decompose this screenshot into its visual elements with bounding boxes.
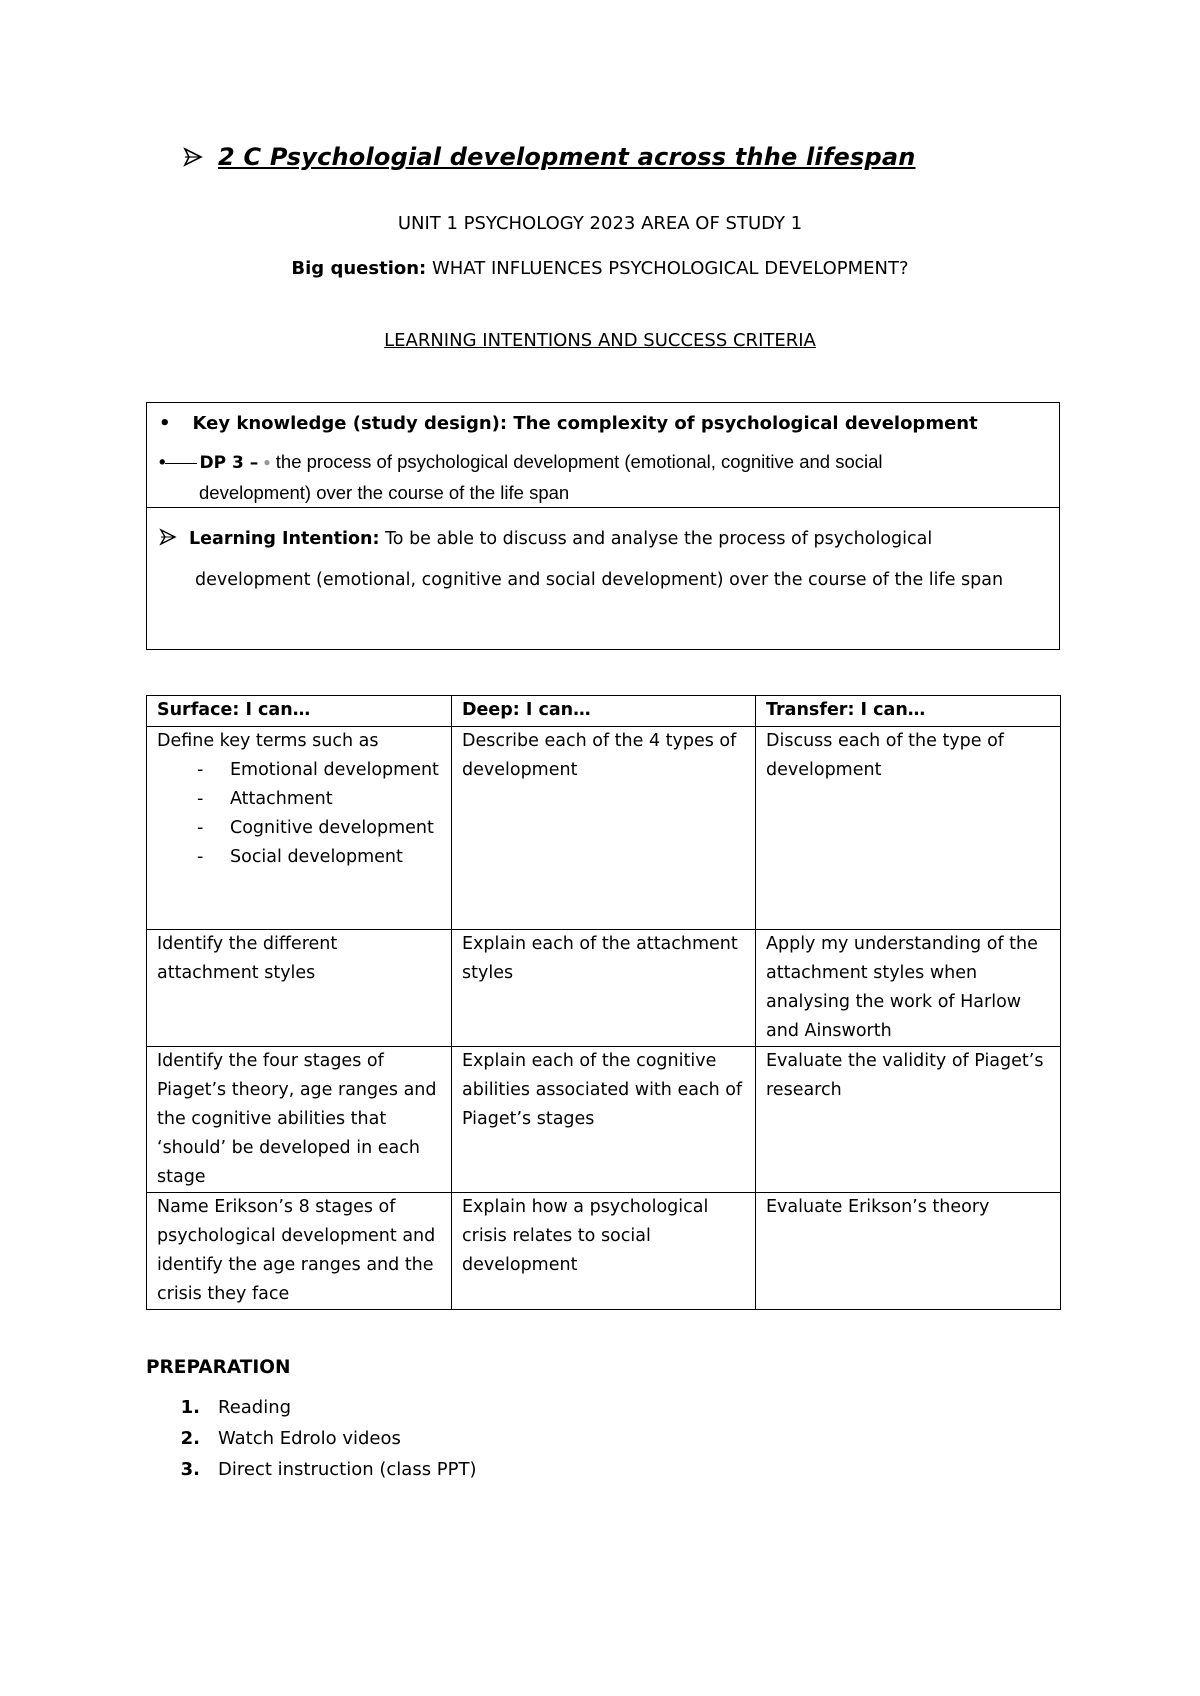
dot-point-text-line1: the process of psychological development (emotional, cognitive and social	[270, 451, 883, 472]
bullet-icon: •	[159, 413, 171, 434]
list-text: Direct instruction (class PPT)	[218, 1459, 477, 1480]
cell-surface: Identify the different attachment styles	[147, 930, 452, 1047]
unit-line: UNIT 1 PSYCHOLOGY 2023 AREA OF STUDY 1	[397, 213, 803, 234]
cell-transfer: Apply my understanding of the attachment styles when analysing the work of Harlow and Ainsworth	[756, 930, 1061, 1047]
document-title: 2 C Psychologial development across thhe lifespan	[218, 143, 916, 171]
key-terms-list	[157, 756, 441, 872]
list-text: Reading	[218, 1397, 292, 1418]
learning-intention-text: To be able to discuss and analyse the process of psychological development (emotional, cognitive and social development) over the course of the life span	[195, 529, 1004, 590]
learning-intention	[189, 519, 1025, 601]
cell-deep: Explain how a psychological crisis relates to social development	[452, 1193, 756, 1310]
big-question-text: WHAT INFLUENCES PSYCHOLOGICAL DEVELOPMENT?	[426, 258, 909, 279]
cell-surface: Identify the four stages of Piaget’s theory, age ranges and the cognitive abilities that ‘should’ be developed in each stage	[147, 1047, 452, 1193]
table-row	[147, 727, 1061, 930]
key-knowledge-text: Key knowledge (study design): The complexity of psychological development	[192, 413, 978, 434]
list-number: 1.	[180, 1397, 200, 1418]
table-row	[147, 930, 1061, 1047]
bullet-icon: •	[159, 451, 166, 472]
preparation-list	[146, 1397, 477, 1490]
list-item	[146, 1459, 477, 1490]
preparation-heading: PREPARATION	[146, 1357, 291, 1378]
success-criteria-table	[146, 695, 1061, 1310]
table-row	[147, 1047, 1061, 1193]
cell-transfer: Evaluate Erikson’s theory	[756, 1193, 1061, 1310]
dot-point-label: DP 3 –	[199, 453, 259, 473]
list-item: - Emotional development	[197, 756, 441, 785]
list-item	[146, 1397, 477, 1428]
list-item: - Attachment	[197, 785, 441, 814]
cell-deep: Explain each of the attachment styles	[452, 930, 756, 1047]
list-number: 3.	[180, 1459, 200, 1480]
cell-deep: Explain each of the cognitive abilities associated with each of Piaget’s stages	[452, 1047, 756, 1193]
list-item: - Social development	[197, 843, 441, 872]
big-question	[0, 258, 1200, 279]
list-text: Watch Edrolo videos	[218, 1428, 401, 1449]
cell-transfer: Discuss each of the type of development	[756, 727, 1061, 930]
cell-transfer: Evaluate the validity of Piaget’s research	[756, 1047, 1061, 1193]
arrow-bullet-icon	[159, 528, 177, 546]
dot-point-row	[159, 447, 1039, 507]
list-item: - Cognitive development	[197, 814, 441, 843]
cell-surface: Name Erikson’s 8 stages of psychological development and identify the age ranges and the crisis they face	[147, 1193, 452, 1310]
box-divider	[147, 507, 1059, 508]
learning-box	[146, 402, 1060, 650]
cell-deep: Describe each of the 4 types of development	[452, 727, 756, 930]
table-row	[147, 1193, 1061, 1310]
title-row	[182, 143, 916, 171]
header-deep: Deep: I can…	[452, 696, 756, 727]
table-header-row	[147, 696, 1061, 727]
header-transfer: Transfer: I can…	[756, 696, 1061, 727]
cell-text: Define key terms such as	[157, 731, 379, 751]
key-knowledge-row	[159, 413, 978, 434]
arrow-bullet-icon	[182, 146, 204, 168]
small-bullet-icon: ●	[263, 455, 271, 469]
learning-intentions-heading: LEARNING INTENTIONS AND SUCCESS CRITERIA	[384, 330, 816, 351]
cell-surface	[147, 727, 452, 930]
header-surface: Surface: I can…	[147, 696, 452, 727]
big-question-label: Big question:	[291, 258, 427, 279]
dot-point-text-line2: development) over the course of the life span	[199, 482, 570, 503]
list-number: 2.	[180, 1428, 200, 1449]
tab-leader-line	[165, 463, 197, 464]
learning-intention-label: Learning Intention:	[189, 529, 380, 549]
list-item	[146, 1428, 477, 1459]
